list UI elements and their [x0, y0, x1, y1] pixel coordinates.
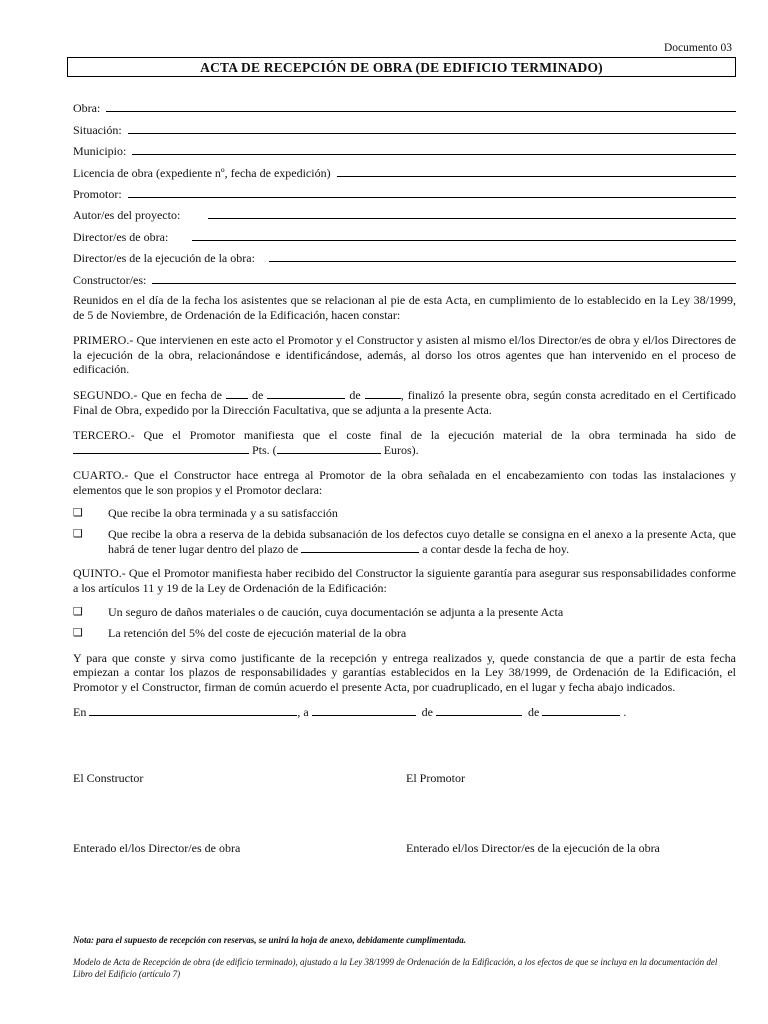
place-date-line: [73, 705, 736, 720]
signatures-row-1: [73, 771, 736, 786]
place-blank[interactable]: [89, 705, 297, 716]
signatures-row-2: [73, 841, 736, 856]
year-date-blank[interactable]: [542, 705, 620, 716]
footer-text: Modelo de Acta de Recepción de obra (de edificio terminado), ajustado a la Ley 38/1999 de Ordenación de la Edificación, a los efectos de que se incluya en la documentación del Libro del Edificio (artículo 7): [73, 957, 718, 979]
fill-line[interactable]: [128, 197, 736, 198]
fill-line[interactable]: [106, 111, 736, 112]
segundo-text-3: de: [349, 387, 361, 402]
cuarto-paragraph: CUARTO.- Que el Constructor hace entrega al Promotor de la obra señalada en el encabezamiento con todas las instalaciones y elementos que le son propios y el Promotor declara:: [73, 468, 736, 497]
plazo-blank[interactable]: [301, 542, 419, 553]
field-label: Obra:: [73, 101, 101, 116]
field-directores-ejecucion: [73, 244, 736, 265]
cuarto-options: [73, 506, 736, 557]
quinto-options: [73, 605, 736, 641]
pts-blank[interactable]: [73, 443, 249, 454]
day-date-blank[interactable]: [312, 705, 416, 716]
fill-line[interactable]: [269, 261, 736, 262]
option-label: Un seguro de daños materiales o de caución, cuya documentación se adjunta a la presente Acta: [108, 604, 564, 619]
option-retencion: [73, 626, 736, 641]
option-label: [108, 527, 736, 556]
checkbox-icon[interactable]: ❑: [73, 527, 83, 541]
day-blank[interactable]: [226, 388, 248, 399]
quinto-paragraph: QUINTO.- Que el Promotor manifiesta haber recibido del Constructor la siguiente garantía para asegurar sus responsabilidades conforme a los artículos 11 y 19 de la Ley de Ordenación de la Edificación:: [73, 566, 736, 595]
fill-line[interactable]: [132, 154, 736, 155]
tercero-paragraph: [73, 428, 736, 457]
field-label: Promotor:: [73, 186, 122, 201]
field-label: Municipio:: [73, 144, 127, 159]
document-number: Documento 03: [663, 42, 732, 54]
field-promotor: [73, 180, 736, 201]
field-situacion: [73, 115, 736, 136]
tercero-text-2: Pts. (: [252, 442, 277, 457]
tercero-text-1: TERCERO.- Que el Promotor manifiesta que el coste final de la ejecución material de la obra terminada ha sido de: [73, 428, 736, 443]
segundo-text-4: , finalizó la presente obra, según consta acreditado en el Certificado Final de Obra, expedido por la Dirección Facultativa, que se adjunta a la presente Acta.: [73, 387, 737, 417]
field-constructores: [73, 265, 736, 286]
field-label: Autor/es del proyecto:: [73, 208, 181, 223]
de-label-2: de: [528, 705, 540, 720]
note-text: Nota: para el supuesto de recepción con reservas, se unirá la hoja de anexo, debidamente cumplimentada.: [73, 935, 466, 945]
option-terminada: [73, 506, 736, 521]
document-title: ACTA DE RECEPCIÓN DE OBRA (DE EDIFICIO TERMINADO): [67, 57, 736, 77]
field-label: Licencia de obra (expediente nº, fecha de expedición): [73, 165, 331, 180]
fill-line[interactable]: [208, 218, 736, 219]
checkbox-icon[interactable]: ❑: [73, 604, 83, 618]
intro-paragraph: Reunidos en el día de la fecha los asistentes que se relacionan al pie de esta Acta, en cumplimiento de lo establecido en la Ley 38/1999, de 5 de Noviembre, de Ordenación de la Edificación, hacen constar:: [73, 293, 736, 322]
month-blank[interactable]: [267, 388, 345, 399]
field-label: Director/es de obra:: [73, 229, 169, 244]
month-date-blank[interactable]: [436, 705, 522, 716]
document-body: [73, 293, 736, 720]
fill-line[interactable]: [337, 176, 736, 177]
field-municipio: [73, 137, 736, 158]
header-fields: [73, 94, 736, 287]
segundo-text-2: de: [252, 387, 264, 402]
reserva-text-2: a contar desde la fecha de hoy.: [422, 541, 570, 556]
checkbox-icon[interactable]: ❑: [73, 505, 83, 519]
option-label: Que recibe la obra terminada y a su satisfacción: [108, 505, 338, 520]
segundo-text-1: SEGUNDO.- Que en fecha de: [73, 387, 222, 402]
reserva-text-1: Que recibe la obra a reserva de la debida subsanación de los defectos cuyo detalle se consigna en el anexo a la presente Acta, que habrá de tener lugar dentro del plazo de: [108, 527, 736, 556]
signature-directores-obra: Enterado el/los Director/es de obra: [73, 841, 241, 855]
signature-promotor: El Promotor: [406, 771, 465, 785]
note-block: [73, 935, 736, 947]
field-obra: [73, 94, 736, 115]
option-label: La retención del 5% del coste de ejecución material de la obra: [108, 626, 407, 641]
signature-directores-ejecucion: Enterado el/los Director/es de la ejecución de la obra: [406, 841, 660, 855]
primero-paragraph: PRIMERO.- Que intervienen en este acto el Promotor y el Constructor y asisten al mismo el/los Director/es de obra y el/los Directores de la ejecución de la obra, relacionándose e identificándose, además, al dorso los otros agentes que han intervenido en el proceso de edificación.: [73, 333, 736, 377]
fill-line[interactable]: [192, 240, 736, 241]
fill-line[interactable]: [128, 133, 736, 134]
closing-paragraph: Y para que conste y sirva como justificante de la recepción y entrega realizados y, quede constancia de que a partir de esta fecha empiezan a contar los plazos de responsabilidades y garantías establecidos en la Ley 38/1999, de Ordenación de la Edificación, el Promotor y el Constructor, firman de común acuerdo el presente Acta, por cuadruplicado, en el lugar y fecha abajo indicados.: [73, 650, 736, 694]
field-label: Situación:: [73, 122, 122, 137]
en-label: En: [73, 705, 87, 720]
signature-constructor: El Constructor: [73, 771, 144, 785]
field-licencia: [73, 158, 736, 179]
option-seguro: [73, 605, 736, 620]
year-blank[interactable]: [365, 388, 401, 399]
footer-block: [73, 957, 736, 980]
field-directores-obra: [73, 222, 736, 243]
segundo-paragraph: [73, 388, 736, 417]
euros-blank[interactable]: [277, 443, 381, 454]
option-reserva: [73, 527, 736, 556]
tercero-text-3: Euros).: [383, 442, 419, 457]
checkbox-icon[interactable]: ❑: [73, 626, 83, 640]
field-label: Director/es de la ejecución de la obra:: [73, 251, 255, 266]
field-autores: [73, 201, 736, 222]
de-label-1: de: [421, 705, 433, 720]
fill-line[interactable]: [152, 283, 736, 284]
a-label: , a: [297, 705, 309, 720]
end-dot: .: [623, 705, 627, 720]
field-label: Constructor/es:: [73, 272, 147, 287]
